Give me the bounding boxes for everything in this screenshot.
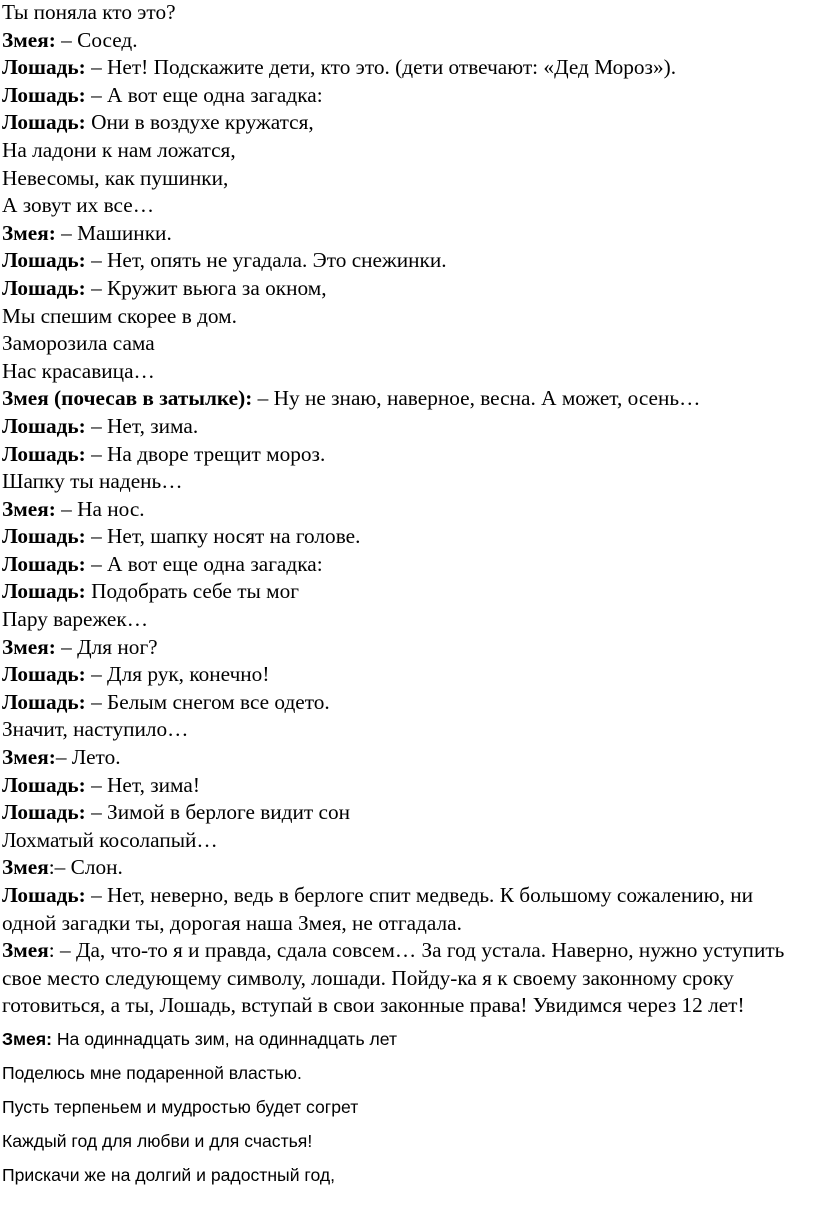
dialogue-line <box>2 523 816 551</box>
line-text: – Нет, шапку носят на голове. <box>85 524 361 549</box>
dialogue-line <box>2 0 816 27</box>
poem-line <box>2 1158 816 1192</box>
dialogue-line <box>2 275 816 303</box>
poem-text: Каждый год для любви и для счастья! <box>2 1130 313 1151</box>
poem-block <box>2 1022 816 1192</box>
speaker-label: Лошадь: <box>2 662 86 687</box>
dialogue-line <box>2 744 816 772</box>
dialogue-line <box>2 606 816 634</box>
speaker-label: Змея: <box>2 634 56 659</box>
speaker-label: Змея: <box>2 496 56 521</box>
line-text: – Для ног? <box>55 634 158 659</box>
poem-line <box>2 1090 816 1124</box>
line-text: Заморозила сама <box>2 331 155 356</box>
dialogue-line <box>2 192 816 220</box>
line-text: :– Слон. <box>48 855 123 880</box>
line-text: Пару варежек… <box>2 607 149 632</box>
dialogue-line <box>2 716 816 744</box>
dialogue-line <box>2 689 816 717</box>
line-text: Они в воздухе кружатся, <box>85 110 314 135</box>
line-text: – На дворе трещит мороз. <box>85 441 326 466</box>
speaker-label: Лошадь: <box>2 579 86 604</box>
dialogue-line <box>2 468 816 496</box>
speaker-label: Змея: <box>2 27 56 52</box>
paragraph-text: – Нет, неверно, ведь в берлоге спит медведь. К большому сожалению, ни одной загадки ты, дорогая наша Змея, не отгадала. <box>2 883 754 935</box>
line-text: На ладони к нам ложатся, <box>2 137 236 162</box>
line-text: – На нос. <box>55 496 145 521</box>
line-text: – Нет! Подскажите дети, кто это. (дети отвечают: «Дед Мороз»). <box>85 55 677 80</box>
line-text: – Ну не знаю, наверное, весна. А может, осень… <box>252 386 701 411</box>
poem-text: Поделюсь мне подаренной властью. <box>2 1062 302 1083</box>
speaker-label: Лошадь: <box>2 413 86 438</box>
dialogue-line <box>2 165 816 193</box>
line-text: Нас красавица… <box>2 358 155 383</box>
speaker-label: Лошадь: <box>2 441 86 466</box>
poem-line <box>2 1056 816 1090</box>
dialogue-line <box>2 247 816 275</box>
dialogue-line <box>2 441 816 469</box>
line-text: Шапку ты надень… <box>2 469 183 494</box>
speaker-label: Змея: <box>2 220 56 245</box>
line-text: – Кружит вьюга за окном, <box>85 275 327 300</box>
speaker-label: Змея: <box>2 745 56 770</box>
dialogue-line <box>2 661 816 689</box>
dialogue-line <box>2 385 816 413</box>
dialogue-line <box>2 54 816 82</box>
line-text: – А вот еще одна загадка: <box>85 82 323 107</box>
speaker-label: Змея <box>2 938 49 963</box>
speaker-label: Змея <box>2 855 49 880</box>
dialogue-line <box>2 358 816 386</box>
poem-line <box>2 1124 816 1158</box>
speaker-label: Лошадь: <box>2 689 86 714</box>
poem-text: На одиннадцать зим, на одиннадцать лет <box>51 1028 398 1049</box>
dialogue-line <box>2 330 816 358</box>
paragraph-text: : – Да, что-то я и правда, сдала совсем… За год устала. Наверно, нужно уступить свое место следующему символу, лошади. Пойду-ка я к своему законному сроку готовиться, а ты, Лошадь, вступай в свои законные права! Увидимся через 12 лет! <box>2 938 785 1018</box>
dialogue-line <box>2 551 816 579</box>
dialogue-line <box>2 827 816 855</box>
line-text: – Для рук, конечно! <box>85 662 270 687</box>
dialogue-paragraph <box>2 937 816 1020</box>
line-text: – Зимой в берлоге видит сон <box>85 800 351 825</box>
line-text: – Лето. <box>55 745 121 770</box>
line-text: Значит, наступило… <box>2 717 189 742</box>
speaker-label: Лошадь: <box>2 524 86 549</box>
speaker-label: Лошадь: <box>2 55 86 80</box>
line-text: А зовут их все… <box>2 193 155 218</box>
speaker-label: Лошадь: <box>2 800 86 825</box>
dialogue-line <box>2 82 816 110</box>
line-text: Ты поняла кто это? <box>2 0 176 24</box>
dialogue-line <box>2 634 816 662</box>
dialogue-line <box>2 854 816 882</box>
dialogue-line <box>2 413 816 441</box>
dialogue-line <box>2 27 816 55</box>
line-text: Подобрать себе ты мог <box>85 579 299 604</box>
line-text: – Нет, опять не угадала. Это снежинки. <box>85 248 447 273</box>
dialogue-line <box>2 109 816 137</box>
speaker-label: Лошадь: <box>2 110 86 135</box>
line-text: – Нет, зима! <box>85 772 200 797</box>
poem-text: Прискачи же на долгий и радостный год, <box>2 1164 335 1185</box>
line-text: – Машинки. <box>55 220 172 245</box>
dialogue-line <box>2 578 816 606</box>
speaker-label: Змея: <box>2 1028 52 1049</box>
dialogue-line <box>2 137 816 165</box>
line-text: Лохматый косолапый… <box>2 827 218 852</box>
line-text: Мы спешим скорее в дом. <box>2 303 237 328</box>
speaker-label: Лошадь: <box>2 883 86 907</box>
speaker-label: Лошадь: <box>2 248 86 273</box>
dialogue-line <box>2 303 816 331</box>
line-text: – Белым снегом все одето. <box>85 689 330 714</box>
poem-text: Пусть терпеньем и мудростью будет согрет <box>2 1096 359 1117</box>
poem-line <box>2 1022 816 1056</box>
speaker-label: Лошадь: <box>2 275 86 300</box>
speaker-label: Лошадь: <box>2 82 86 107</box>
speaker-label: Лошадь: <box>2 772 86 797</box>
dialogue-line <box>2 496 816 524</box>
dialogue-block <box>2 0 816 1020</box>
line-text: Невесомы, как пушинки, <box>2 165 229 190</box>
line-text: – А вот еще одна загадка: <box>85 551 323 576</box>
dialogue-line <box>2 772 816 800</box>
line-text: – Сосед. <box>55 27 138 52</box>
speaker-label: Лошадь: <box>2 551 86 576</box>
speaker-label: Змея (почесав в затылке): <box>2 386 253 411</box>
dialogue-line <box>2 799 816 827</box>
line-text: – Нет, зима. <box>85 413 199 438</box>
dialogue-paragraph <box>2 882 816 937</box>
dialogue-line <box>2 220 816 248</box>
